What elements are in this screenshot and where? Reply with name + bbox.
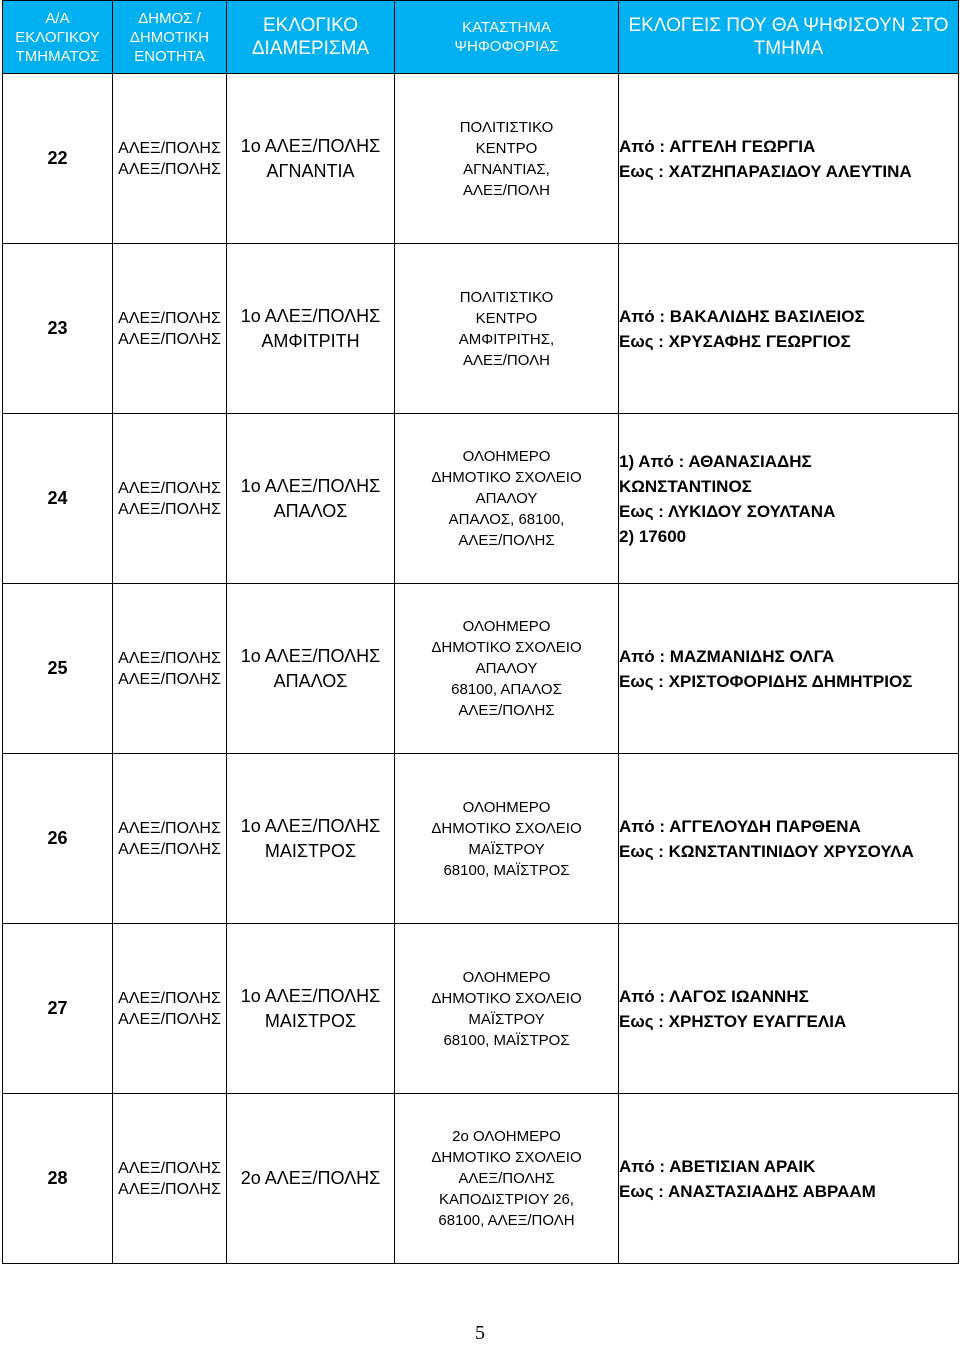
electoral-district: 1ο ΑΛΕΞ/ΠΟΛΗΣ ΑΓΝΑΝΤΙΑ: [227, 74, 395, 244]
polling-place: ΟΛΟΗΜΕΡΟ ΔΗΜΟΤΙΚΟ ΣΧΟΛΕΙΟ ΑΠΑΛΟΥ ΑΠΑΛΟΣ, 68100, ΑΛΕΞ/ΠΟΛΗΣ: [395, 414, 619, 584]
electoral-district: 1ο ΑΛΕΞ/ΠΟΛΗΣ ΜΑΙΣΤΡΟΣ: [227, 924, 395, 1094]
voters-range: Από : ΑΓΓΕΛΗ ΓΕΩΡΓΙΑ Εως : ΧΑΤΖΗΠΑΡΑΣΙΔΟΥ ΑΛΕΥΤΙΝΑ: [619, 74, 959, 244]
table-row: [3, 754, 959, 924]
voters-range: Από : ΑΓΓΕΛΟΥΔΗ ΠΑΡΘΕΝΑ Εως : ΚΩΝΣΤΑΝΤΙΝΙΔΟΥ ΧΡΥΣΟΥΛΑ: [619, 754, 959, 924]
header-section-number: Α/Α ΕΚΛΟΓΙΚΟΥ ΤΜΗΜΑΤΟΣ: [3, 1, 113, 74]
polling-place: 2ο ΟΛΟΗΜΕΡΟ ΔΗΜΟΤΙΚΟ ΣΧΟΛΕΙΟ ΑΛΕΞ/ΠΟΛΗΣ ΚΑΠΟΔΙΣΤΡΙΟΥ 26, 68100, ΑΛΕΞ/ΠΟΛΗ: [395, 1094, 619, 1264]
municipality: ΑΛΕΞ/ΠΟΛΗΣ ΑΛΕΞ/ΠΟΛΗΣ: [113, 754, 227, 924]
voters-range: Από : ΛΑΓΟΣ ΙΩΑΝΝΗΣ Εως : ΧΡΗΣΤΟΥ ΕΥΑΓΓΕΛΙΑ: [619, 924, 959, 1094]
voters-range: Από : ΒΑΚΑΛΙΔΗΣ ΒΑΣΙΛΕΙΟΣ Εως : ΧΡΥΣΑΦΗΣ ΓΕΩΡΓΙΟΣ: [619, 244, 959, 414]
polling-place: ΟΛΟΗΜΕΡΟ ΔΗΜΟΤΙΚΟ ΣΧΟΛΕΙΟ ΑΠΑΛΟΥ 68100, ΑΠΑΛΟΣ ΑΛΕΞ/ΠΟΛΗΣ: [395, 584, 619, 754]
header-voters: ΕΚΛΟΓΕΙΣ ΠΟΥ ΘΑ ΨΗΦΙΣΟΥΝ ΣΤΟ ΤΜΗΜΑ: [619, 1, 959, 74]
section-number: 24: [3, 414, 113, 584]
voters-range: 1) Από : ΑΘΑΝΑΣΙΑΔΗΣ ΚΩΝΣΤΑΝΤΙΝΟΣ Εως : ΛΥΚΙΔΟΥ ΣΟΥΛΤΑΝΑ 2) 17600: [619, 414, 959, 584]
table-row: [3, 584, 959, 754]
table-row: [3, 924, 959, 1094]
electoral-district: 2ο ΑΛΕΞ/ΠΟΛΗΣ: [227, 1094, 395, 1264]
page-number: 5: [475, 1322, 485, 1344]
table-header-row: [3, 1, 959, 74]
polling-place: ΠΟΛΙΤΙΣΤΙΚΟ ΚΕΝΤΡΟ ΑΓΝΑΝΤΙΑΣ, ΑΛΕΞ/ΠΟΛΗ: [395, 74, 619, 244]
polling-place: ΠΟΛΙΤΙΣΤΙΚΟ ΚΕΝΤΡΟ ΑΜΦΙΤΡΙΤΗΣ, ΑΛΕΞ/ΠΟΛΗ: [395, 244, 619, 414]
section-number: 26: [3, 754, 113, 924]
municipality: ΑΛΕΞ/ΠΟΛΗΣ ΑΛΕΞ/ΠΟΛΗΣ: [113, 244, 227, 414]
municipality: ΑΛΕΞ/ΠΟΛΗΣ ΑΛΕΞ/ΠΟΛΗΣ: [113, 924, 227, 1094]
polling-place: ΟΛΟΗΜΕΡΟ ΔΗΜΟΤΙΚΟ ΣΧΟΛΕΙΟ ΜΑΪΣΤΡΟΥ 68100, ΜΑΪΣΤΡΟΣ: [395, 754, 619, 924]
municipality: ΑΛΕΞ/ΠΟΛΗΣ ΑΛΕΞ/ΠΟΛΗΣ: [113, 584, 227, 754]
municipality: ΑΛΕΞ/ΠΟΛΗΣ ΑΛΕΞ/ΠΟΛΗΣ: [113, 414, 227, 584]
polling-stations-table: [2, 0, 959, 1264]
section-number: 27: [3, 924, 113, 1094]
voters-range: Από : ΜΑΖΜΑΝΙΔΗΣ ΟΛΓΑ Εως : ΧΡΙΣΤΟΦΟΡΙΔΗΣ ΔΗΜΗΤΡΙΟΣ: [619, 584, 959, 754]
table-row: [3, 414, 959, 584]
municipality: ΑΛΕΞ/ΠΟΛΗΣ ΑΛΕΞ/ΠΟΛΗΣ: [113, 1094, 227, 1264]
electoral-district: 1ο ΑΛΕΞ/ΠΟΛΗΣ ΑΠΑΛΟΣ: [227, 414, 395, 584]
voters-range: Από : ΑΒΕΤΙΣΙΑΝ ΑΡΑΙΚ Εως : ΑΝΑΣΤΑΣΙΑΔΗΣ ΑΒΡΑΑΜ: [619, 1094, 959, 1264]
table-row: [3, 244, 959, 414]
electoral-district: 1ο ΑΛΕΞ/ΠΟΛΗΣ ΜΑΙΣΤΡΟΣ: [227, 754, 395, 924]
section-number: 28: [3, 1094, 113, 1264]
header-electoral-district: ΕΚΛΟΓΙΚΟ ΔΙΑΜΕΡΙΣΜΑ: [227, 1, 395, 74]
electoral-district: 1ο ΑΛΕΞ/ΠΟΛΗΣ ΑΜΦΙΤΡΙΤΗ: [227, 244, 395, 414]
header-polling-place: ΚΑΤΑΣΤΗΜΑ ΨΗΦΟΦΟΡΙΑΣ: [395, 1, 619, 74]
section-number: 22: [3, 74, 113, 244]
municipality: ΑΛΕΞ/ΠΟΛΗΣ ΑΛΕΞ/ΠΟΛΗΣ: [113, 74, 227, 244]
section-number: 23: [3, 244, 113, 414]
polling-place: ΟΛΟΗΜΕΡΟ ΔΗΜΟΤΙΚΟ ΣΧΟΛΕΙΟ ΜΑΪΣΤΡΟΥ 68100, ΜΑΪΣΤΡΟΣ: [395, 924, 619, 1094]
table-row: [3, 1094, 959, 1264]
header-municipality: ΔΗΜΟΣ / ΔΗΜΟΤΙΚΗ ΕΝΟΤΗΤΑ: [113, 1, 227, 74]
table-row: [3, 74, 959, 244]
electoral-district: 1ο ΑΛΕΞ/ΠΟΛΗΣ ΑΠΑΛΟΣ: [227, 584, 395, 754]
section-number: 25: [3, 584, 113, 754]
